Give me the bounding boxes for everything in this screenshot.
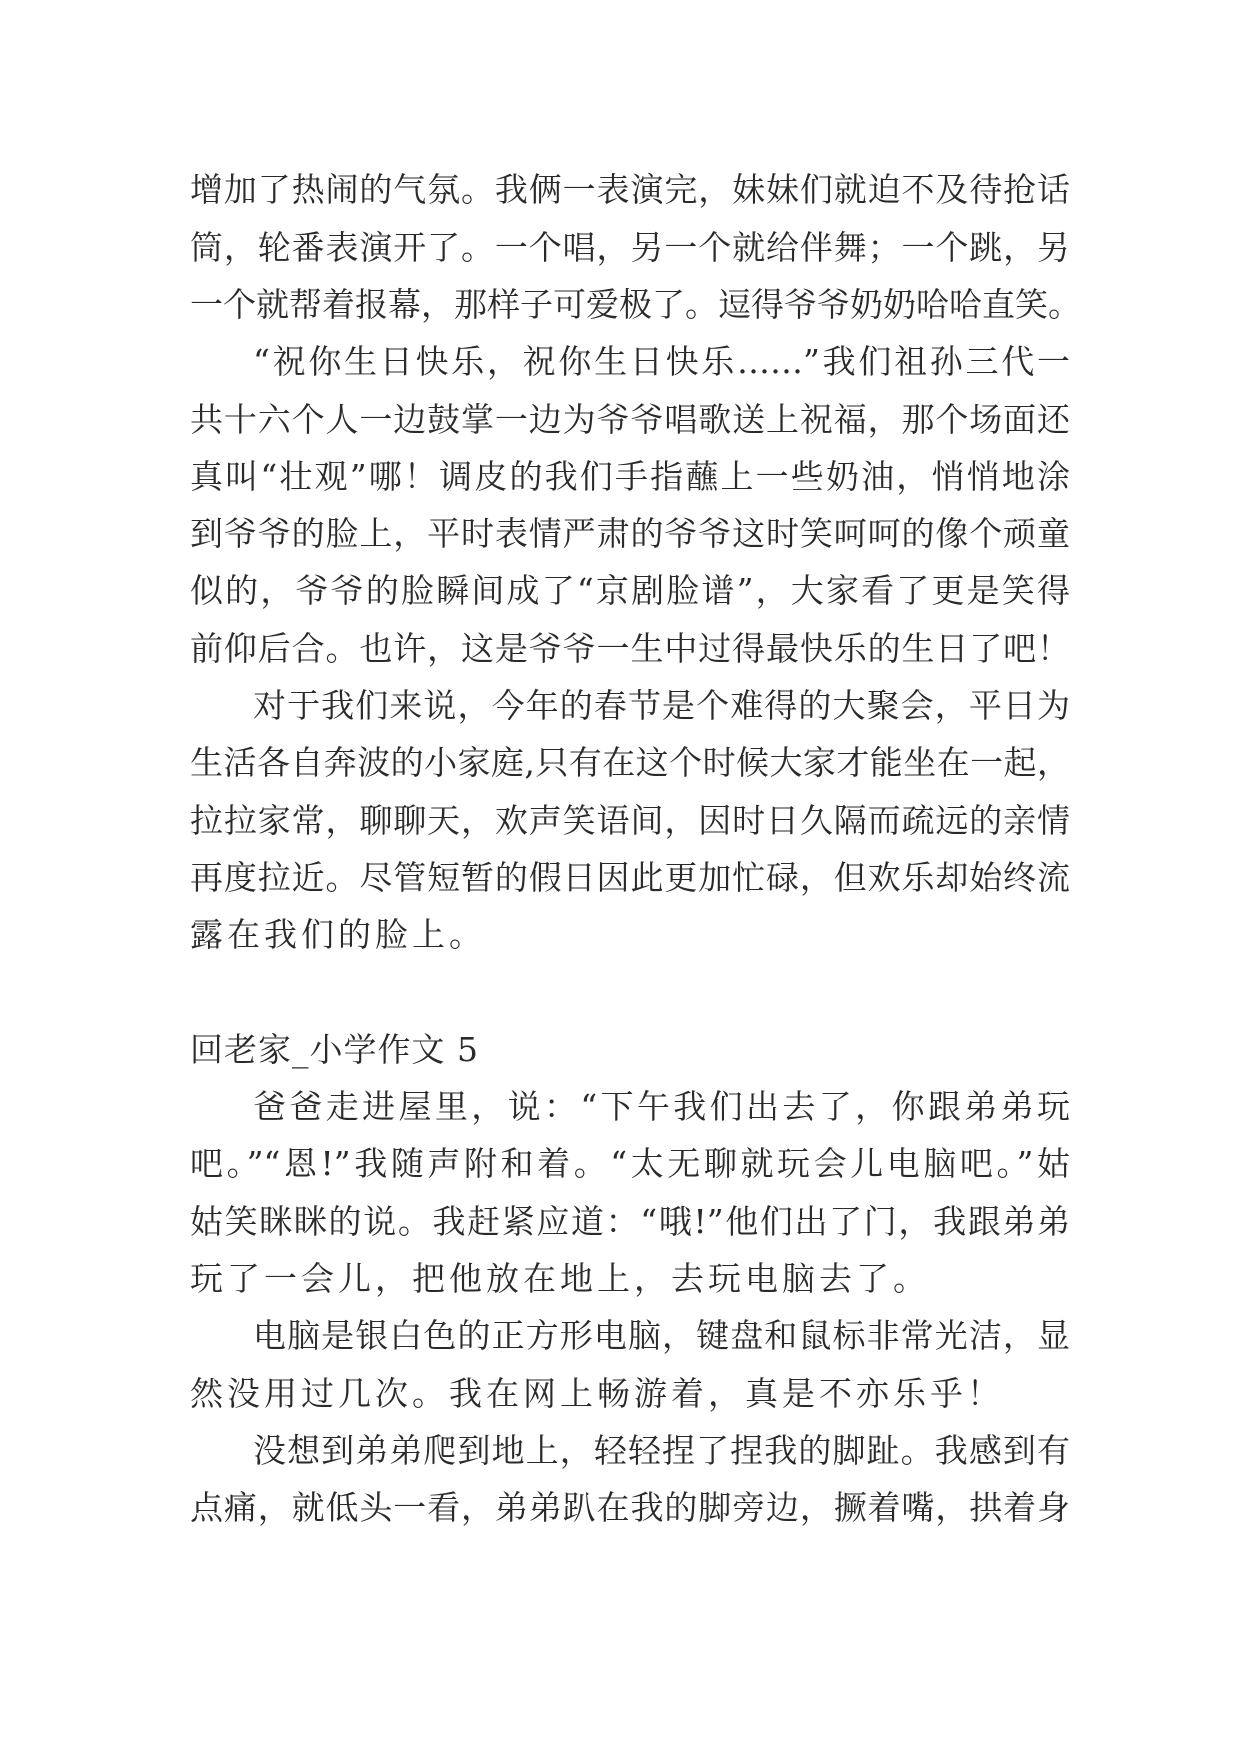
- text-line: 到爷爷的脸上，平时表情严肃的爷爷这时笑呵呵的像个顽童: [190, 514, 1070, 553]
- text-line: 再度拉近。尽管短暂的假日因此更加忙碌，但欢乐却始终流: [190, 858, 1070, 897]
- text-line: 真叫“壮观”哪！调皮的我们手指蘸上一些奶油，悄悄地涂: [190, 457, 1070, 496]
- text-line: 共十六个人一边鼓掌一边为爷爷唱歌送上祝福，那个场面还: [190, 400, 1070, 439]
- text-line: 露在我们的脸上。: [190, 915, 486, 954]
- text-line: 玩了一会儿，把他放在地上，去玩电脑去了。: [190, 1259, 930, 1298]
- text-line: 点痛，就低头一看，弟弟趴在我的脚旁边，撅着嘴，拱着身: [190, 1488, 1070, 1527]
- text-line: 然没用过几次。我在网上畅游着，真是不亦乐乎！: [190, 1374, 1004, 1413]
- text-line: 生活各自奔波的小家庭,只有在这个时候大家才能坐在一起，: [190, 743, 1070, 782]
- text-line: 筒，轮番表演开了。一个唱，另一个就给伴舞；一个跳，另: [190, 228, 1070, 267]
- text-line: 一个就帮着报幕，那样子可爱极了。逗得爷爷奶奶哈哈直笑。: [190, 285, 1081, 324]
- text-line: 吧。”“恩!”我随声附和着。“太无聊就玩会儿电脑吧。”姑: [190, 1144, 1070, 1183]
- text-line: 姑笑眯眯的说。我赶紧应道：“哦!”他们出了门，我跟弟弟: [190, 1202, 1070, 1241]
- text-line: 增加了热闹的气氛。我俩一表演完，妹妹们就迫不及待抢话: [190, 170, 1070, 209]
- text-line: 似的，爷爷的脸瞬间成了“京剧脸谱”，大家看了更是笑得: [190, 571, 1070, 610]
- text-line: 前仰后合。也许，这是爷爷一生中过得最快乐的生日了吧！: [190, 629, 1070, 668]
- text-line: 拉拉家常，聊聊天，欢声笑语间，因时日久隔而疏远的亲情: [190, 801, 1070, 840]
- text-line: 电脑是银白色的正方形电脑，键盘和鼠标非常光洁，显: [253, 1316, 1070, 1355]
- section-heading: 回老家_小学作文 5: [190, 1030, 479, 1069]
- text-line: 爸爸走进屋里，说：“下午我们出去了，你跟弟弟玩: [253, 1087, 1070, 1126]
- text-line: 没想到弟弟爬到地上，轻轻捏了捏我的脚趾。我感到有: [253, 1431, 1070, 1470]
- text-line: 对于我们来说，今年的春节是个难得的大聚会，平日为: [253, 686, 1070, 725]
- text-line: “祝你生日快乐，祝你生日快乐……”我们祖孙三代一: [253, 342, 1070, 381]
